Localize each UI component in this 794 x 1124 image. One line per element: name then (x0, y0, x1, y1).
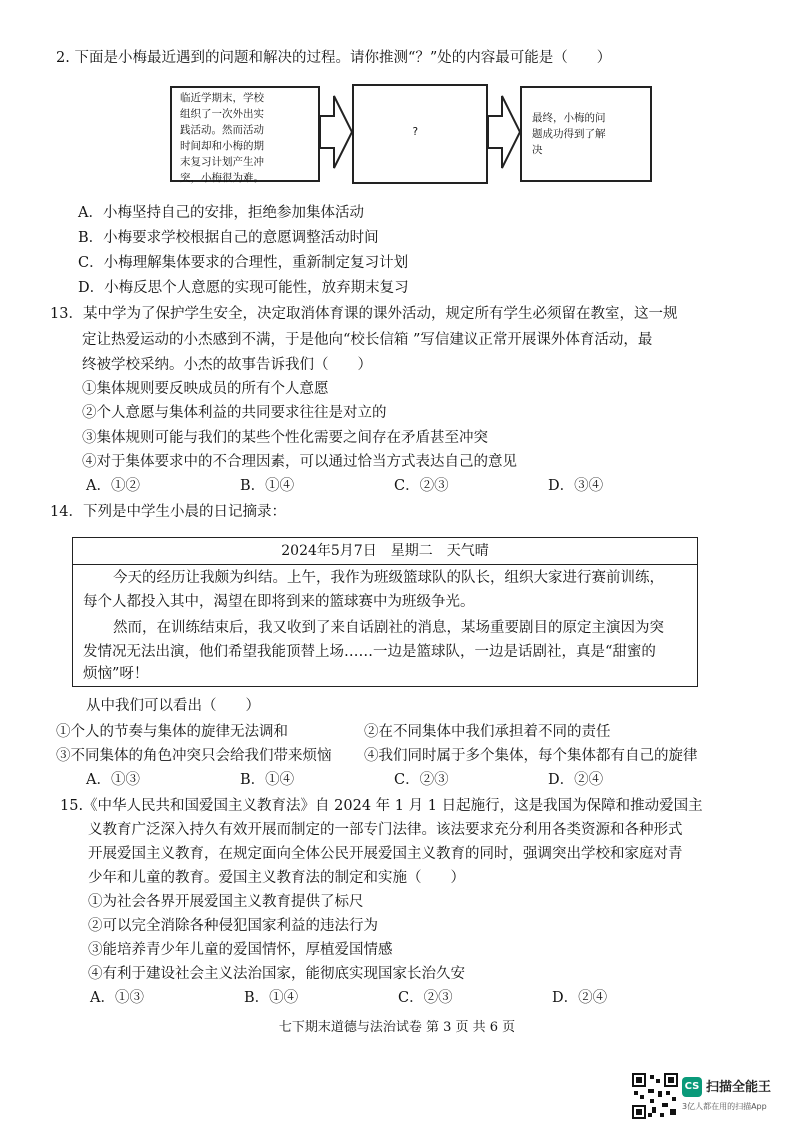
q13-stem-line-2: 定让热爱运动的小杰感到不满，于是他向“校长信箱 ”写信建议正常开展课外体育活动，最 (82, 332, 653, 348)
q13-item-3: ③集体规则可能与我们的某些个性化需要之间存在矛盾甚至冲突 (82, 430, 488, 446)
q12-stem: 2. 下面是小梅最近遇到的问题和解决的过程。请你推测“？”处的内容最可能是（ ） (56, 50, 612, 66)
q12-option-d: D．小梅反思个人意愿的实现可能性，放弃期末复习 (78, 280, 409, 296)
q15-stem-line-2: 义教育广泛深入持久有效开展而制定的一部专门法律。该法要求充分利用各类资源和各种形式 (88, 822, 683, 838)
q13-option-d: D．③④ (548, 478, 604, 494)
q14-option-d: D．②④ (548, 772, 604, 788)
diary-line-2: 每个人都投入其中，渴望在即将到来的篮球赛中为班级争光。 (83, 594, 475, 610)
q14-option-c: C．②③ (394, 772, 449, 788)
q14-item-4: ④我们同时属于多个集体，每个集体都有自己的旋律 (364, 748, 698, 764)
camscanner-logo: CS (682, 1077, 702, 1097)
q14-item-2: ②在不同集体中我们承担着不同的责任 (364, 724, 611, 740)
q14-option-b: B．①④ (240, 772, 295, 788)
q15-option-a: A．①③ (90, 990, 144, 1006)
flow-box-1-text: 临近学期末，学校 组织了一次外出实 践活动。然而活动 时间却和小梅的期 末复习计划产生冲 突，小梅很为难。 (180, 92, 264, 184)
q13-option-b: B．①④ (240, 478, 295, 494)
flow-arrow-1 (318, 94, 354, 170)
flow-box-3 (520, 86, 652, 182)
q15-item-3: ③能培养青少年儿童的爱国情怀，厚植爱国情感 (88, 942, 393, 958)
q13-option-a: A．①② (86, 478, 140, 494)
diary-line-4: 发情况无法出演，他们希望我能顶替上场……一边是篮球队，一边是话剧社，真是“甜蜜的 (83, 644, 656, 660)
flow-box-1 (170, 86, 320, 182)
camscanner-subtitle: 3亿人都在用的扫描App (682, 1102, 767, 1111)
flow-box-3-text: 最终，小梅的问 题成功得到了解 决 (532, 112, 606, 156)
diary-line-1: 今天的经历让我颇为纠结。上午，我作为班级篮球队的队长，组织大家进行赛前训练， (113, 570, 664, 586)
q13-stem-line-1: 13．某中学为了保护学生安全，决定取消体育课的课外活动，规定所有学生必须留在教室，这一规 (50, 306, 678, 322)
q14-item-1: ①个人的节奏与集体的旋律无法调和 (56, 724, 288, 740)
q15-option-d: D．②④ (552, 990, 608, 1006)
q15-option-c: C．②③ (398, 990, 453, 1006)
q12-option-c: C．小梅理解集体要求的合理性，重新制定复习计划 (78, 255, 409, 271)
diary-line-5: 烦恼”呀！ (83, 666, 149, 682)
q15-option-b: B．①④ (244, 990, 299, 1006)
flow-box-2-text: ? (412, 126, 419, 138)
q15-stem-line-3: 开展爱国主义教育，在规定面向全体公民开展爱国主义教育的同时，强调突出学校和家庭对青 (88, 846, 683, 862)
diary-line-3: 然而，在训练结束后，我又收到了来自话剧社的消息，某场重要剧目的原定主演因为突 (113, 620, 664, 636)
q15-stem-line-1: 15.《中华人民共和国爱国主义教育法》自 2024 年 1 月 1 日起施行，这是我国为保障和推动爱国主 (60, 798, 703, 814)
q13-item-1: ①集体规则要反映成员的所有个人意愿 (82, 381, 329, 397)
q13-item-2: ②个人意愿与集体利益的共同要求往往是对立的 (82, 405, 387, 421)
q13-option-c: C．②③ (394, 478, 449, 494)
q12-option-b: B．小梅要求学校根据自己的意愿调整活动时间 (78, 230, 379, 246)
diary-date-header: 2024年5月7日 星期二 天气晴 (73, 538, 697, 565)
q13-stem-line-3: 终被学校采纳。小杰的故事告诉我们（ ） (82, 357, 372, 373)
q14-option-a: A．①③ (86, 772, 140, 788)
flow-arrow-2 (486, 94, 522, 170)
q15-stem-line-4: 少年和儿童的教育。爱国主义教育法的制定和实施（ ） (88, 870, 465, 886)
flow-box-2 (352, 84, 488, 184)
q14-prompt: 从中我们可以看出（ ） (86, 698, 260, 714)
diary-box (72, 537, 698, 687)
q15-item-2: ②可以完全消除各种侵犯国家利益的违法行为 (88, 918, 378, 934)
q12-option-a: A．小梅坚持自己的安排，拒绝参加集体活动 (78, 205, 364, 221)
q13-item-4: ④对于集体要求中的不合理因素，可以通过恰当方式表达自己的意见 (82, 454, 517, 470)
qr-code-icon (632, 1073, 678, 1119)
q15-item-4: ④有利于建设社会主义法治国家，能彻底实现国家长治久安 (88, 966, 465, 982)
camscanner-title: 扫描全能王 (706, 1080, 772, 1095)
q14-stem: 14．下列是中学生小晨的日记摘录： (50, 504, 286, 520)
page-footer: 七下期末道德与法治试卷 第 3 页 共 6 页 (278, 1020, 516, 1035)
q14-item-3: ③不同集体的角色冲突只会给我们带来烦恼 (56, 748, 332, 764)
q15-item-1: ①为社会各界开展爱国主义教育提供了标尺 (88, 894, 364, 910)
